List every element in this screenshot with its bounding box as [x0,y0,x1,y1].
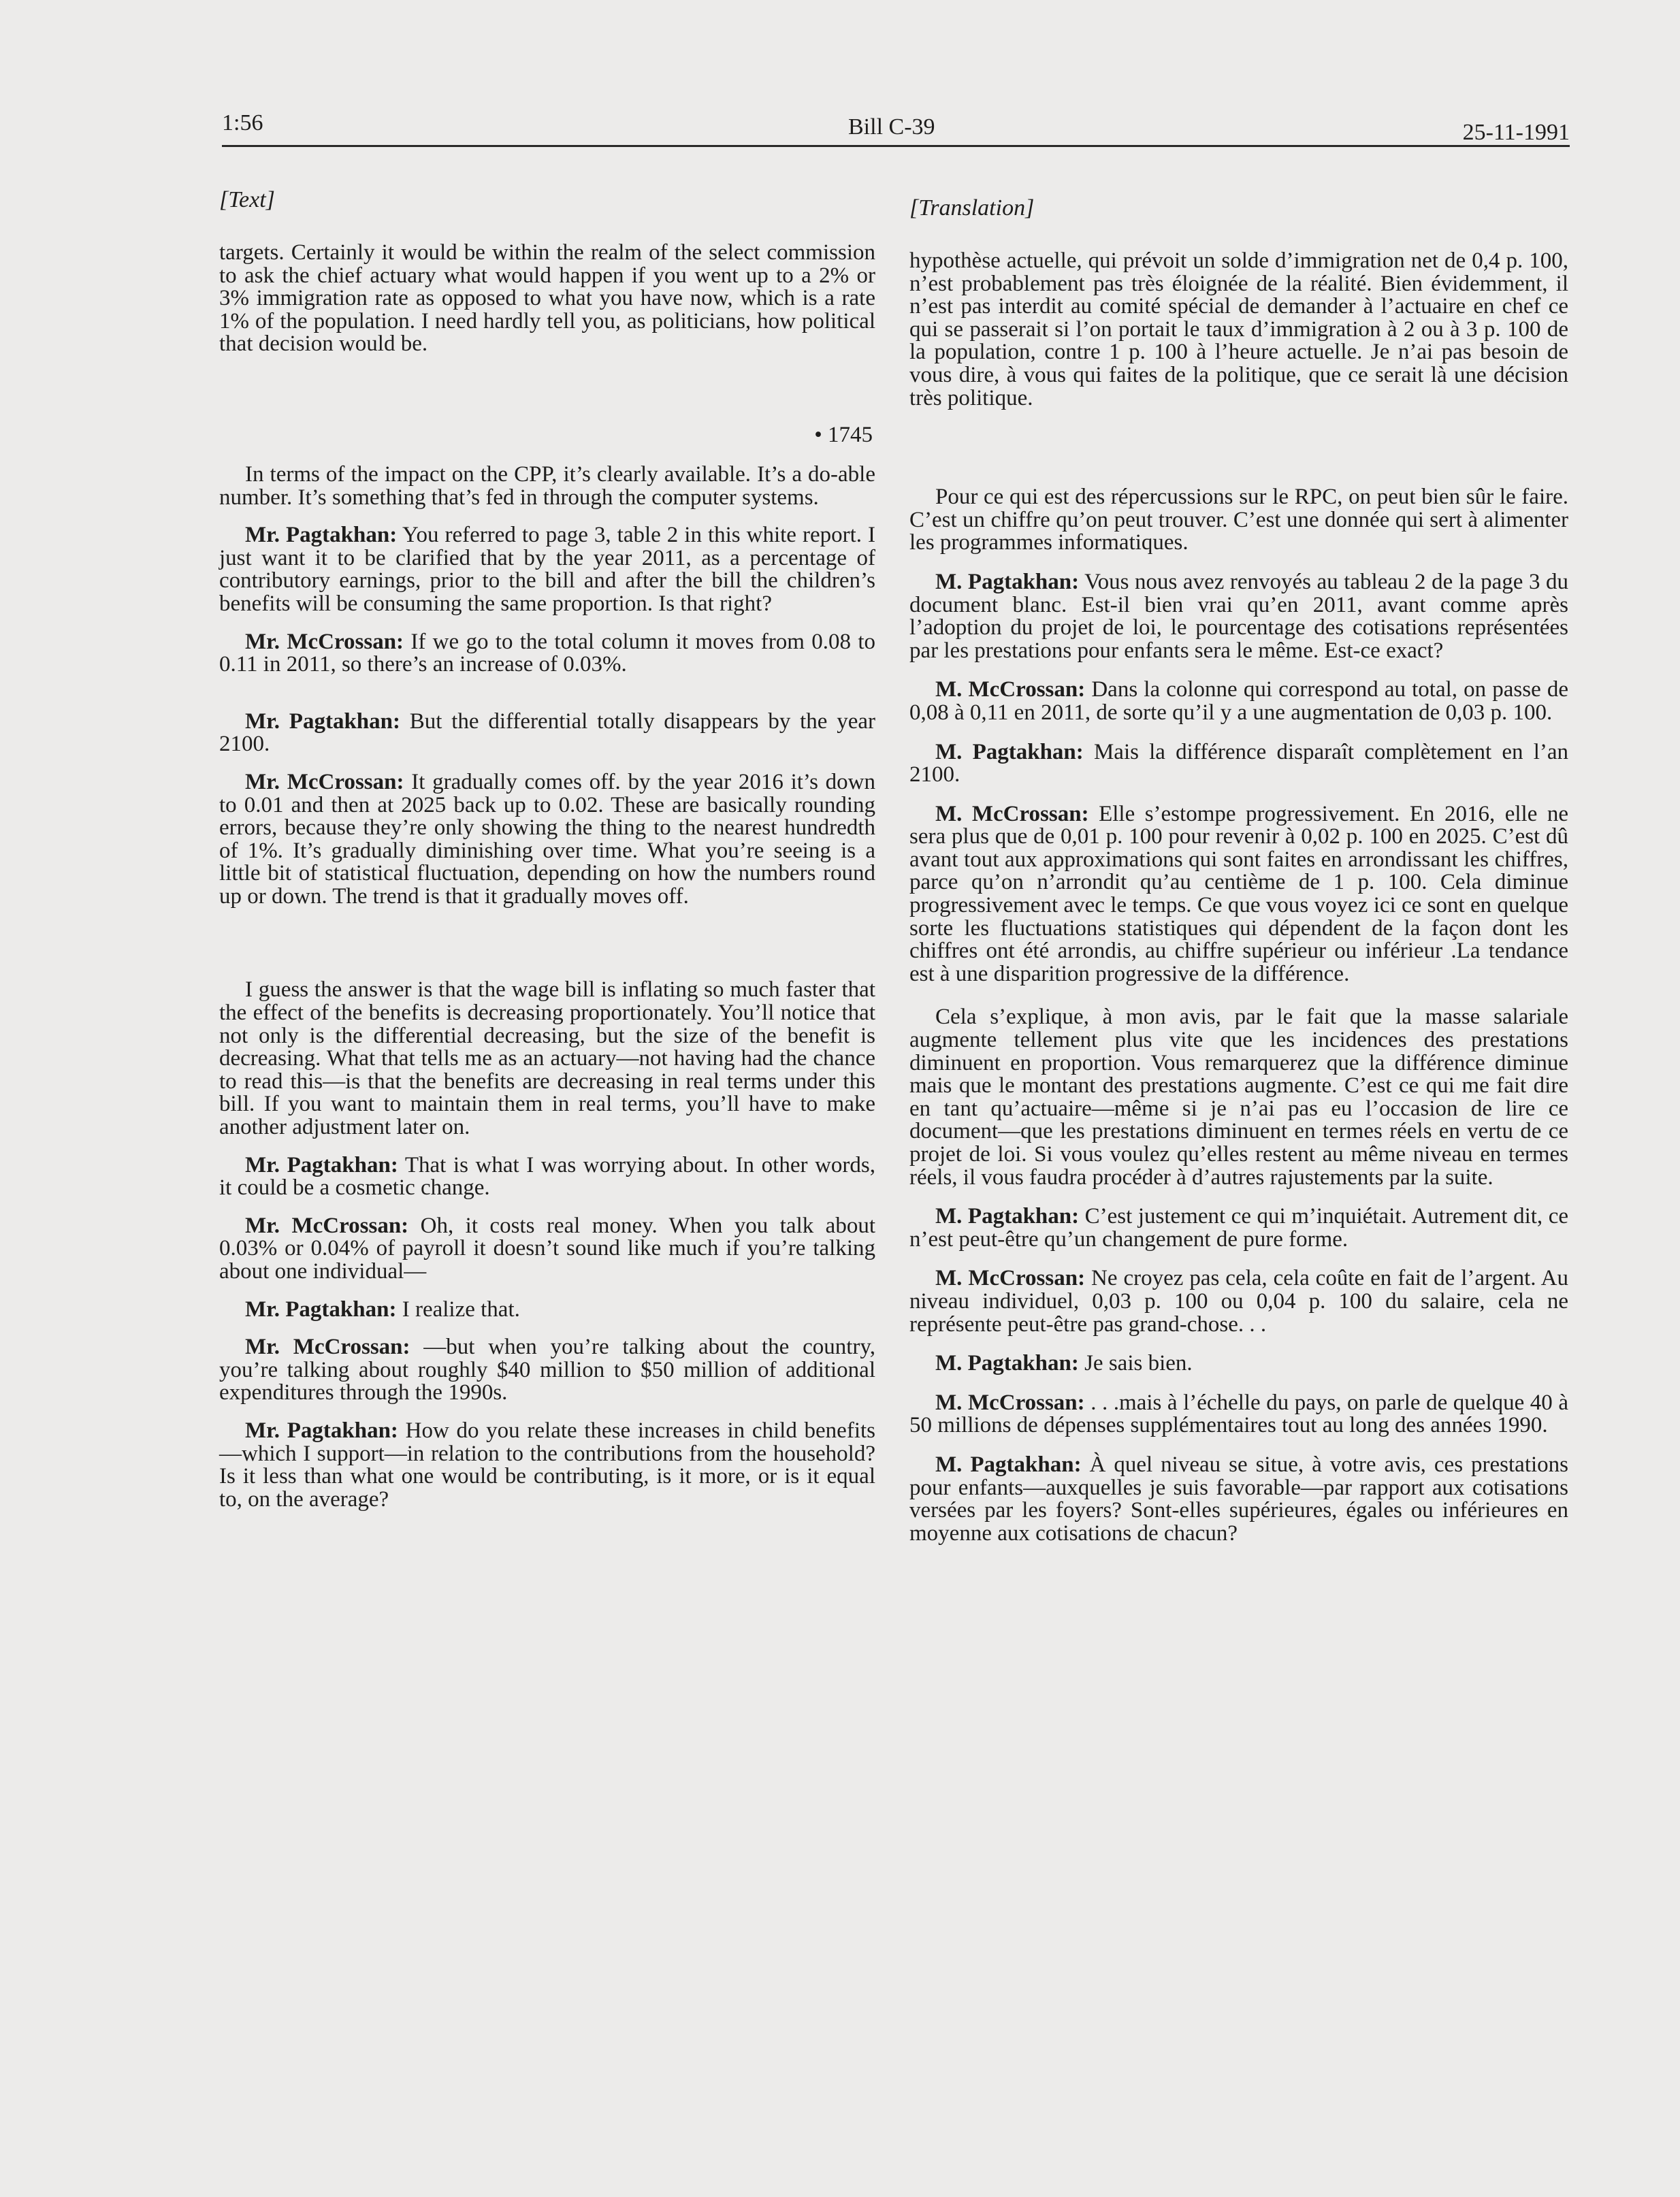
speaker-name: Mr. Pagtakhan: [245,523,398,548]
speech-text: À quel niveau se situe, à votre avis, ces prestations pour enfants—auxquelles je suis favorable—par rapport aux cotisations versées par les foyers? Sont-elles supérieures, égales ou inférieures en moyenne aux cotisations de chacun? [909,1452,1568,1546]
paragraph [909,1205,1568,1251]
paragraph [219,631,875,677]
speech-text: That is what I was worrying about. In other words, it could be a cosmetic change. [219,1152,875,1201]
speaker-name: Mr. McCrossan: [245,1213,409,1238]
speaker-name: Mr. McCrossan: [245,1335,410,1360]
paragraph: targets. Certainly it would be within the realm of the select commission to ask the chief actuary what would happen if you went up to a 2% or 3% immigration rate as opposed to what you have now, which is a rate 1% of the population. I need hardly tell you, as politicians, how political that decision would be. [219,240,875,357]
english-column [219,187,875,1511]
paragraph [909,1267,1568,1336]
speech-text: But the differential totally disappears by the year 2100. [219,709,875,757]
speech-text: Elle s’estompe progressivement. En 2016, elle ne sera plus que de 0,01 p. 100 pour revenir à 0,02 p. 100 en 2025. C’est dû avant tout aux approximations qui sont faites en arrondissant les chiffres, parce qu’on n’arrondit qu’au centième de 1 p. 100. Cela diminue progressivement avec le temps. Ce que vous voyez ici ce sont en quelque sorte les fluctuations statistiques qui dépendent de la façon dont les chiffres ont été arrondis, au chiffre supérieur ou inférieur .La tendance est à une disparition progressive de la différence. [909,801,1568,986]
speaker-name: M. McCrossan: [935,1266,1086,1291]
page-header [222,108,1570,148]
paragraph [909,1392,1568,1437]
paragraph [219,524,875,615]
paragraph: hypothèse actuelle, qui prévoit un solde d’immigration net de 0,4 p. 100, n’est probablement pas très éloignée de la réalité. Bien évidemment, il n’est pas interdit au comité spécial de demander à l’actuaire en chef ce qui se passerait si l’on portait le taux d’immigration à 2 ou à 3 p. 100 de la population, contre 1 p. 100 à l’heure actuelle. Je n’ai pas besoin de vous dire, à vous qui faites de la politique, que ce serait là une décision très politique. [909,248,1568,410]
translation-tag: [Translation] [909,195,1035,221]
paragraph [909,803,1568,986]
speaker-name: M. McCrossan: [935,1390,1085,1415]
speech-text: —but when you’re talking about the country, you’re talking about roughly $40 million to $50 million of additional expenditures through the 1990s. [219,1335,876,1405]
speaker-name: M. McCrossan: [935,677,1086,702]
speech-text: Mais la différence disparaît complètement en l’an 2100. [909,739,1568,787]
speaker-name: Mr. Pagtakhan: [245,1297,397,1322]
speech-text: If we go to the total column it moves from 0.08 to 0.11 in 2011, so there’s an increase of 0.03%. [219,629,876,677]
speech-text: I realize that. [396,1297,520,1322]
time-marker: • 1745 [814,422,873,447]
paragraph: I guess the answer is that the wage bill is inflating so much faster that the effect of the benefits is decreasing proportionately. You’ll notice that not only is the differential decreasing, but the size of the benefit is decreasing. What that tells me as an actuary—not having had the chance to read this—is that the benefits are decreasing in real terms under this bill. If you want to maintain them in real terms, you’ll have to make another adjustment later on. [219,977,875,1140]
speaker-name: Mr. Pagtakhan: [245,1152,398,1177]
speaker-name: M. Pagtakhan: [935,1452,1082,1477]
speaker-name: M. Pagtakhan: [935,569,1080,594]
speech-text: . . .mais à l’échelle du pays, on parle de quelque 40 à 50 millions de dépenses supplémentaires tout au long des années 1990. [909,1390,1568,1438]
speaker-name: M. Pagtakhan: [935,739,1084,764]
paragraph [909,571,1568,662]
speech-text: You referred to page 3, table 2 in this white report. I just want it to be clarified that by the year 2011, as a percentage of contributory earnings, prior to the bill and after the bill the children’s benefits will be consuming the same proportion. Is that right? [219,523,875,616]
speaker-name: M. Pagtakhan: [935,1351,1079,1376]
speaker-name: Mr. Pagtakhan: [245,709,400,734]
speech-text: How do you relate these increases in child benefits—which I support—in relation to the contributions from the household? Is it less than what one would be contributing, is it more, or is it equal to, on the average? [219,1418,876,1512]
page-number: 1:56 [222,110,263,135]
bill-title: Bill C-39 [848,114,935,140]
speaker-name: M. Pagtakhan: [935,1204,1080,1229]
header-rule [222,145,1570,147]
speech-text: Ne croyez pas cela, cela coûte en fait de l’argent. Au niveau individuel, 0,03 p. 100 ou 0,04 p. 100 du salaire, cela ne représente peut-être pas grand-chose. . . [909,1266,1568,1337]
speaker-name: Mr. Pagtakhan: [245,1418,398,1443]
paragraph [909,741,1568,787]
french-column [909,187,1568,1545]
speech-text: Je sais bien. [1078,1351,1193,1376]
paragraph [219,771,875,909]
paragraph [909,1352,1568,1376]
speaker-name: Mr. McCrossan: [245,769,404,794]
paragraph [219,1336,875,1405]
paragraph: Pour ce qui est des répercussions sur le RPC, on peut bien sûr le faire. C’est un chiffre qu’on peut trouver. C’est une donnée qui sert à alimenter les programmes informatiques. [909,485,1568,555]
speech-text: C’est justement ce qui m’inquiétait. Autrement dit, ce n’est peut-être qu’un changement de pure forme. [909,1204,1569,1252]
speech-text: It gradually comes off. by the year 2016 it’s down to 0.01 and then at 2025 back up to 0.02. These are basically rounding errors, because they’re only showing the thing to the nearest hundredth of 1%. It’s gradually diminishing over time. What you’re seeing is a little bit of statistical fluctuation, depending on how the numbers round up or down. The trend is that it gradually moves off. [219,769,876,909]
paragraph [909,1454,1568,1545]
paragraph: In terms of the impact on the CPP, it’s clearly available. It’s a do-able number. It’s something that’s fed in through the computer systems. [219,461,875,510]
speaker-name: Mr. McCrossan: [245,629,404,654]
paragraph [219,711,875,756]
paragraph: Cela s’explique, à mon avis, par le fait que la masse salariale augmente tellement plus vite que les incidences des prestations diminuent en proportion. Vous remarquerez que la différence diminue mais que le montant des prestations augmente. C’est ce qui me fait dire en tant qu’actuaire—même si je n’ai pas eu l’occasion de lire ce document—que les prestations diminuent en termes réels en vertu de ce projet de loi. Si vous voulez qu’elles restent au même niveau en termes réels, il vous faudra procéder à d’autres rajustements par la suite. [909,1005,1568,1190]
header-date: 25-11-1991 [1462,120,1570,145]
speech-text: Vous nous avez renvoyés au tableau 2 de la page 3 du document blanc. Est-il bien vrai qu’en 2011, avant comme après l’adoption du projet de loi, le pourcentage des cotisations représentées par les prestations pour enfants sera le même. Est-ce exact? [909,569,1569,663]
paragraph [219,1299,875,1322]
speech-text: Dans la colonne qui correspond au total, on passe de 0,08 à 0,11 en 2011, de sorte qu’il y a une augmentation de 0,03 p. 100. [909,677,1568,725]
speech-text: Oh, it costs real money. When you talk about 0.03% or 0.04% of payroll it doesn’t sound like much if you’re talking about one individual— [219,1213,875,1284]
text-tag: [Text] [219,187,275,212]
paragraph [909,679,1568,724]
speaker-name: M. McCrossan: [935,801,1089,826]
paragraph [219,1215,875,1284]
paragraph [219,1420,875,1511]
paragraph [219,1154,875,1200]
